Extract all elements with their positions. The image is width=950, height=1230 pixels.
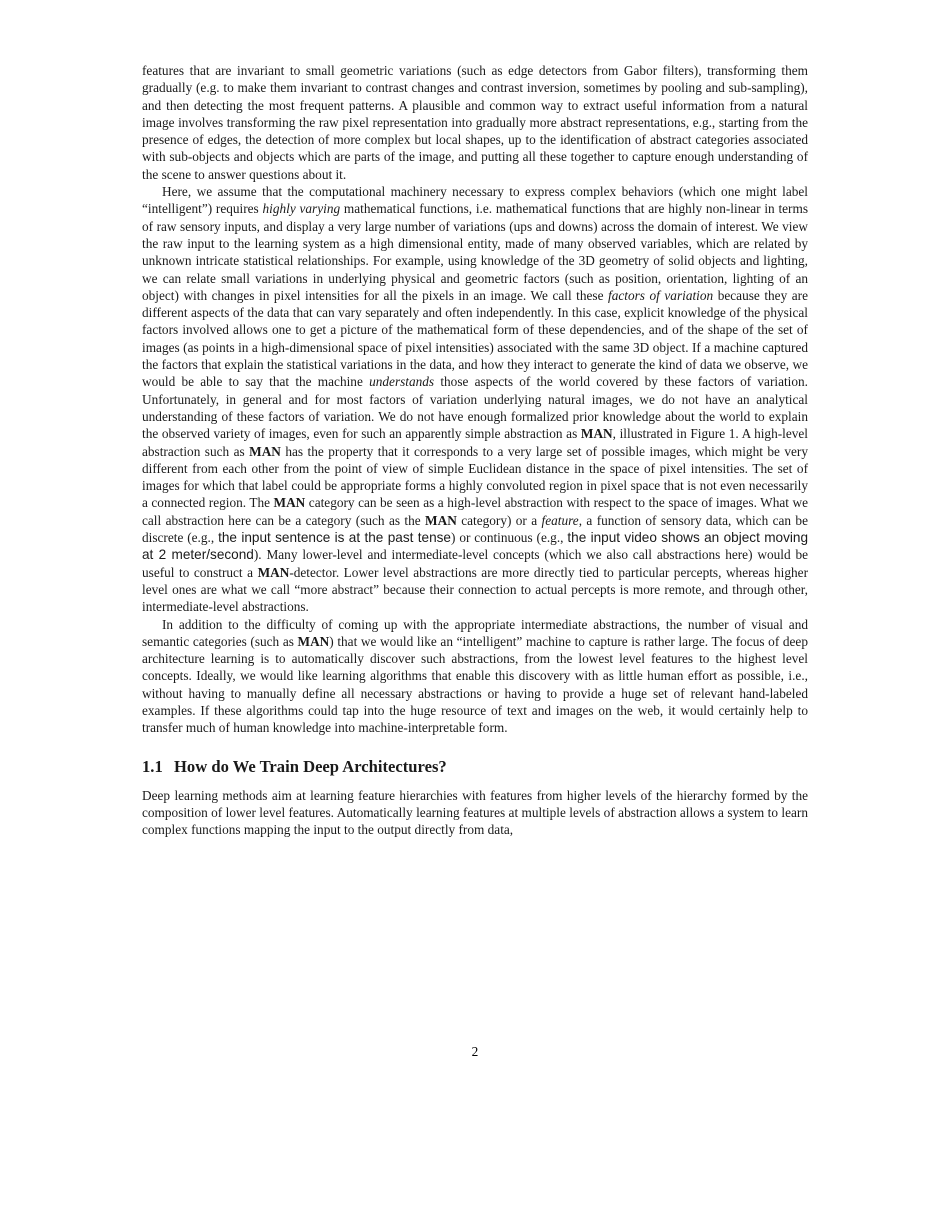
bold-man: MAN xyxy=(297,633,330,649)
paragraph-intermediate-abstractions xyxy=(142,616,808,737)
section-title: How do We Train Deep Architectures? xyxy=(174,756,447,776)
paragraph-factors-of-variation xyxy=(142,183,808,615)
text-run: In addition to the difficulty of coming up with the appropriate intermediate abstractions, the number of visual and semantic categories (such as xyxy=(142,616,808,649)
section-number: 1.1 xyxy=(142,756,163,776)
page-number: 2 xyxy=(471,1044,479,1059)
example-discrete-feature: the input sentence is at the past tense xyxy=(218,530,451,546)
section-heading xyxy=(142,757,808,777)
bold-man: MAN xyxy=(273,495,306,511)
paragraph-text: features that are invariant to small geometric variations (such as edge detectors from Gabor filters), transforming them gradually (e.g. to make them invariant to contrast changes and contrast inversion, sometimes by pooling and sub-sampling), and then detecting the most frequent patterns. A plausible and common way to extract useful information from a natural image involves transforming the raw pixel representation into gradually more abstract representations, e.g., starting from the presence of edges, the detection of more complex but local shapes, up to the identification of abstract categories associated with sub-objects and objects which are parts of the image, and putting all these together to capture enough understanding of the scene to answer questions about it. xyxy=(142,63,808,182)
paragraph-text: Deep learning methods aim at learning feature hierarchies with features from higher levels of the hierarchy formed by the composition of lower level features. Automatically learning features at multiple levels of abstraction allows a system to learn complex functions mapping the input to the output directly from data, xyxy=(142,787,808,838)
paragraph-continuation xyxy=(142,62,808,183)
text-run: , a function of sensory data, which can be discrete (e.g., xyxy=(142,512,808,546)
text-run: because they are different aspects of the data that can vary separately and often independently. In this case, explicit knowledge of the physical factors involved allows one to get a picture of the mathematical form of these dependencies, and of the shape of the set of images (as points in a high-dimensional space of pixel intensities) associated with the same 3D object. If a machine captured the factors that explain the statistical variations in the data, and how they interact to generate the kind of data we observe, we would be able to say that the machine xyxy=(142,287,808,390)
text-run: category) or a xyxy=(456,512,542,528)
paragraph-deep-learning-methods xyxy=(142,787,808,839)
text-run: -detector. Lower level abstractions are more directly tied to particular percepts, whereas higher level ones are what we call “more abstract” because their connection to actual percepts is more remote, and through other, intermediate-level abstractions. xyxy=(142,564,808,615)
text-run: Here, we assume that the computational machinery necessary to express complex behaviors (which one might label “intelligent”) requires xyxy=(142,184,808,217)
emphasis-understands: understands xyxy=(369,374,435,390)
emphasis-highly-varying: highly varying xyxy=(262,201,341,217)
text-run: has the property that it corresponds to a very large set of possible images, which might be very different from each other from the point of view of simple Euclidean distance in the space of pixel intensities. The set of images for which that label could be appropriate forms a highly convoluted region in pixel space that is not even necessarily a connected region. The xyxy=(142,443,808,511)
text-run: those aspects of the world covered by these factors of variation. Unfortunately, in general and for most factors of variation underlying natural images, we do not have an analytical understanding of these factors of variation. We do not have enough formalized prior knowledge about the world to explain the observed variety of images, even for such an apparently simple abstraction as xyxy=(142,374,808,442)
text-run: ) or continuous (e.g., xyxy=(451,530,568,546)
example-continuous-feature: the input video shows an object moving at 2 meter/second xyxy=(142,530,809,563)
text-run: , illustrated in Figure 1. A high-level abstraction such as xyxy=(142,426,808,459)
text-run: ). Many lower-level and intermediate-level concepts (which we also call abstractions here) would be useful to construct a xyxy=(142,547,808,580)
bold-man: MAN xyxy=(249,443,281,459)
text-run: ) that we would like an “intelligent” machine to capture is rather large. The focus of deep architecture learning is to automatically discover such abstractions, from the lowest level features to the highest level concepts. Ideally, we would like learning algorithms that enable this discovery with as little human effort as possible, i.e., without having to manually define all necessary abstractions or having to provide a huge set of relevant hand-labeled examples. If these algorithms could tap into the huge resource of text and images on the web, it would certainly help to transfer much of human knowledge into machine-interpretable form. xyxy=(142,633,808,736)
bold-man: MAN xyxy=(580,426,613,442)
paper-page xyxy=(142,62,808,838)
text-run: mathematical functions, i.e. mathematical functions that are highly non-linear in terms of raw sensory inputs, and display a very large number of variations (ups and downs) across the domain of interest. We view the raw input to the learning system as a high dimensional entity, made of many observed variables, which are related by unknown intricate statistical relationships. For example, using knowledge of the 3D geometry of solid objects and lighting, we can relate small variations in underlying physical and geometric factors (such as position, orientation, lighting of an object) with changes in pixel intensities for all the pixels in an image. We call these xyxy=(142,201,808,303)
text-run: category can be seen as a high-level abstraction with respect to the space of images. What we call abstraction here can be a category (such as the xyxy=(142,495,808,528)
bold-man: MAN xyxy=(425,512,457,528)
emphasis-feature: feature xyxy=(541,512,579,528)
emphasis-factors-of-variation: factors of variation xyxy=(608,287,714,303)
bold-man: MAN xyxy=(257,564,290,580)
